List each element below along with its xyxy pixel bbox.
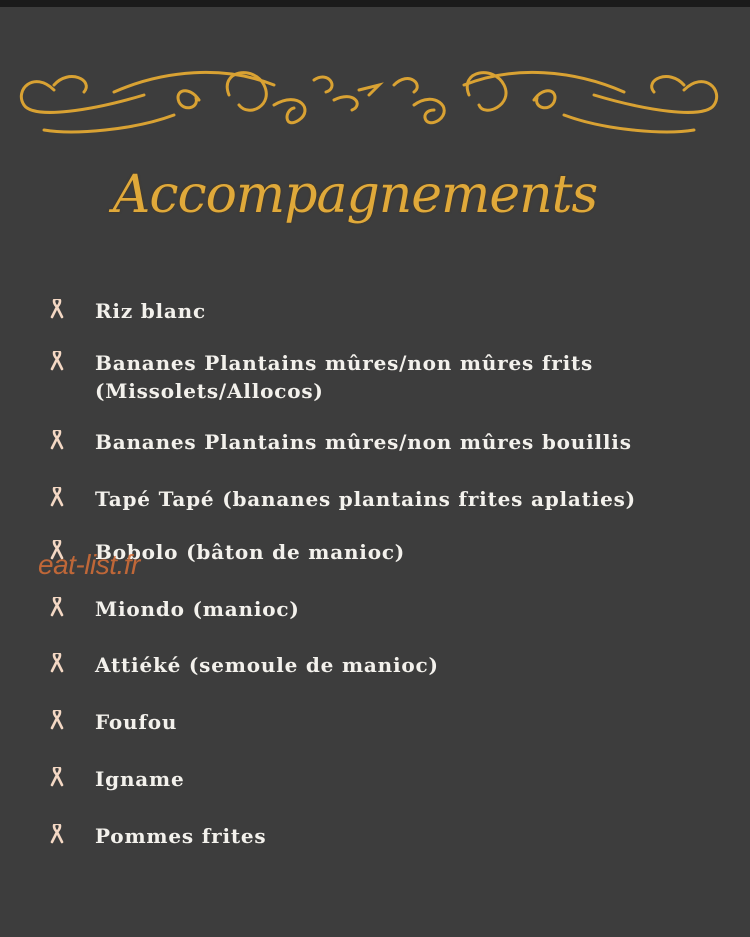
menu-item-label: Igname (95, 767, 185, 791)
menu-item-label: Attiéké (semoule de manioc) (95, 653, 439, 677)
ribbon-icon (50, 299, 64, 319)
ribbon-icon (50, 597, 64, 617)
ribbon-icon (50, 653, 64, 673)
ribbon-icon (50, 710, 64, 730)
menu-item-label: Bananes Plantains mûres/non mûres bouillis (95, 430, 632, 454)
ribbon-icon (50, 430, 64, 450)
ribbon-icon (50, 767, 64, 787)
menu-item-label: Tapé Tapé (bananes plantains frites aplaties) (95, 487, 636, 511)
menu-item-label: Miondo (manioc) (95, 597, 300, 621)
menu-item-label: Foufou (95, 710, 178, 734)
menu-item-label: Bananes Plantains mûres/non mûres frits (Missolets/Allocos) (95, 351, 594, 403)
menu-item-label: Riz blanc (95, 299, 206, 323)
menu-item-label: Bobolo (bâton de manioc) (95, 540, 406, 564)
ribbon-icon (50, 351, 64, 371)
page-title: Accompagnements (112, 165, 598, 225)
menu-item-label: Pommes frites (95, 824, 267, 848)
ribbon-icon (50, 487, 64, 507)
ribbon-icon (50, 824, 64, 844)
watermark: eat-list.fr (38, 549, 140, 580)
